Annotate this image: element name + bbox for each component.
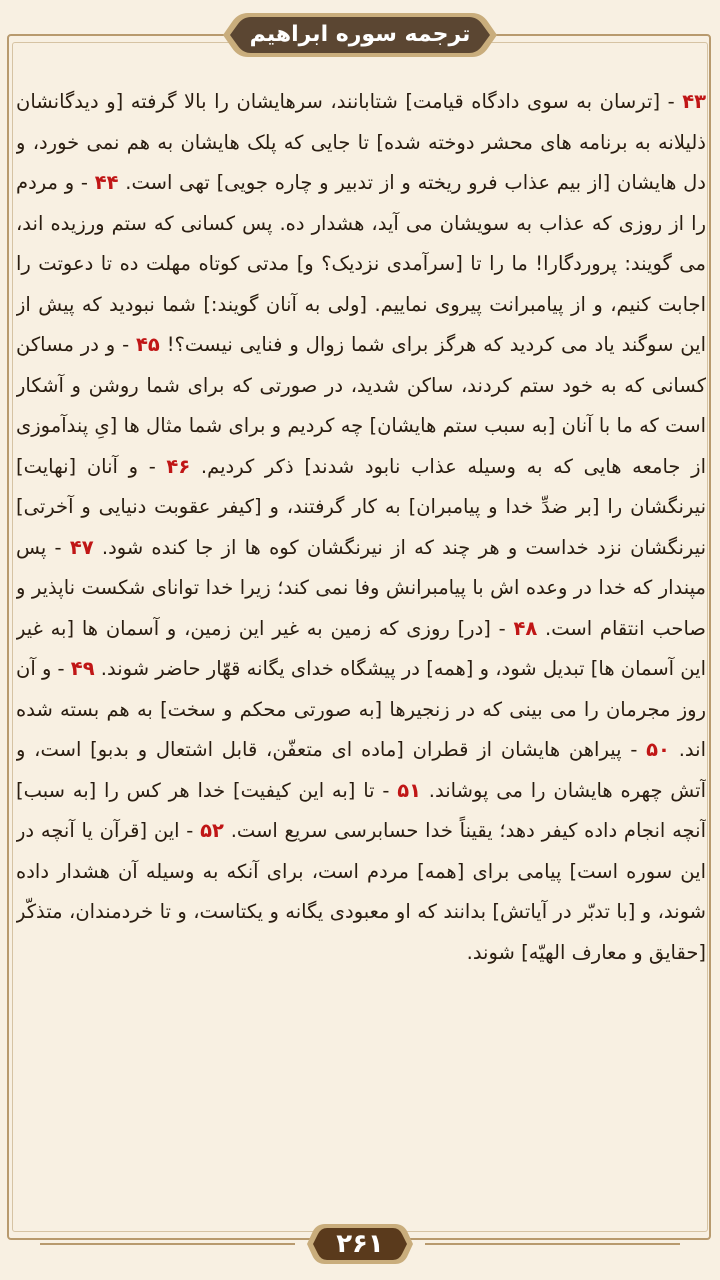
verse-text: - و در مساکن کسانی که به خود ستم کردند، ساکن شدید، در صورتی که برای شما روشن و آشکار است که ما با آنان [به سبب ستم هایشان] چه کردیم و برای شما مثال ها [یِ پندآموزی از جامعه هایی که به وسیله عذاب نابود شدند] ذکر کردیم.: [16, 333, 706, 478]
verse-text: - و مردم را از روزی که عذاب به سویشان می آید، هشدار ده. پس کسانی که ستم ورزیده اند، می گویند: پروردگارا! ما را تا [سرآمدی نزدیک؟ و] مدتی کوتاه مهلت ده تا دعوتت را اجابت کنیم، و از پیامبرانت پیروی نماییم. [ولی به آنان گویند:] شما نبودید که پیش از این سوگند یاد می کردید که هرگز برای شما زوال و فنایی نیست؟!: [16, 171, 706, 356]
title-badge: [220, 10, 500, 60]
verse-number: ۵۲: [200, 819, 224, 842]
footer-ornament-right: [425, 1243, 680, 1245]
page-title: ترجمه سوره ابراهیم: [249, 22, 471, 47]
verse-text: - پیراهن هایشان از قطران [ماده ای متعفّن، قابل اشتعال و بدبو] است، و آتش چهره هایشان را می پوشاند.: [16, 738, 706, 802]
verse-number: ۴۵: [136, 333, 160, 356]
verse-number: ۴۳: [682, 90, 706, 113]
translation-text-block: [16, 82, 706, 1212]
verse-text: - تا [به این کیفیت] خدا هر کس را [به سبب] آنچه انجام داده کیفر دهد؛ یقیناً خدا حسابرسی سریع است.: [16, 778, 706, 842]
verse-number: ۴۶: [166, 454, 191, 478]
verse-text: - [ترسان به سوی دادگاه قیامت] شتابانند، سرهایشان را بالا گرفته [و دیدگانشان ذلیلانه به برنامه های محشر دوخته شده] تا جایی که پلک هایشان به هم نمی خورد، و دل هایشان [از بیم عذاب فرو ریخته و از تدبیر و چاره جویی] تهی است.: [16, 90, 706, 194]
verse-number: ۵۰: [646, 738, 670, 761]
verse-text: - این [قرآن یا آنچه در این سوره است] پیامی برای [همه] مردم است، برای آنکه به وسیله آن هشدار داده شوند، و [با تدبّر در آیاتش] بدانند که او معبودی یگانه و یکتاست، و تا خردمندان، متذکّر [حقایق و معارف الهیّه] شوند.: [16, 819, 706, 964]
verse-text: - و آنان [نهایت] نیرنگشان را [بر ضدِّ خدا و پیامبران] به کار گرفتند، و [کیفر عقوبت دنیایی و آخرتی] نیرنگشان نزد خداست و هر چند که از نیرنگشان کوه ها از جا کنده شود.: [16, 454, 706, 559]
footer-ornament-left: [40, 1243, 295, 1245]
verse-number: ۴۴: [94, 171, 119, 194]
verse-number: ۴۷: [69, 535, 94, 559]
verse-number: ۴۹: [70, 657, 95, 680]
verse-number: ۴۸: [513, 616, 538, 640]
verse-text: - [در] روزی که زمین به غیر این زمین، و آسمان ها [به غیر این آسمان ها] تبدیل شود، و [همه] در پیشگاه خدای یگانه قهّار حاضر شوند.: [16, 616, 706, 680]
page-number-badge: [305, 1222, 415, 1266]
page-number: ۲۶۱: [336, 1229, 384, 1259]
verse-number: ۵۱: [397, 778, 422, 802]
verse-text: - پس مپندار که خدا در وعده اش با پیامبرانش وفا نمی کند؛ زیرا خدا توانای شکست ناپذیر و صاحب انتقام است.: [16, 535, 706, 640]
verse-text: - و آن روز مجرمان را می بینی که در زنجیرها [به صورتی محکم و سخت] به هم بسته شده اند.: [16, 657, 706, 761]
